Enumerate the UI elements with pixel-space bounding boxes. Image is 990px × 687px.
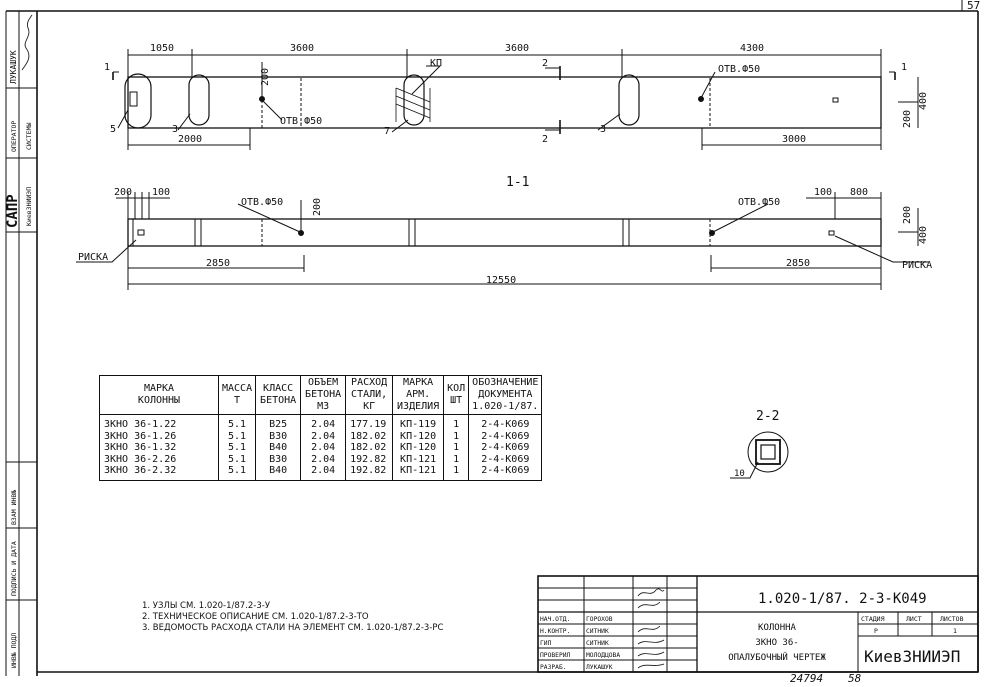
- stage-header: СТАДИЯ: [861, 615, 885, 623]
- cell-arm: КП-121: [393, 454, 444, 466]
- section-2-2-label: 2-2: [756, 409, 780, 424]
- plan-cut-1-right: 1: [901, 62, 908, 73]
- plan-dim-3600-b: 3600: [505, 43, 530, 54]
- cell-klass: В40: [256, 465, 301, 480]
- side-signature: [22, 15, 32, 70]
- side-org-sub: КиевЗНИИЭП: [25, 186, 33, 226]
- notes: [142, 601, 443, 634]
- plan-dim-200-b: 200: [902, 109, 913, 128]
- name-razrab: ЛУКАШУК: [586, 664, 613, 671]
- header-line: КЛАСС: [263, 383, 294, 394]
- side-org: САПР: [5, 194, 21, 228]
- plan-dim-texts: [104, 43, 929, 145]
- organization-name: КиевЗНИИЭП: [864, 647, 961, 666]
- s11-dim-800: 800: [850, 187, 869, 198]
- header-line: ИЗДЕЛИЯ: [397, 401, 440, 412]
- header-line: КГ: [363, 401, 376, 412]
- plan-cut-1-left: 1: [104, 62, 111, 73]
- s11-riska-right: РИСКА: [902, 260, 933, 271]
- header-line: БЕТОНА: [305, 389, 342, 400]
- cell-rashod: 177.19: [346, 415, 393, 431]
- s11-hole-label-a: ОТВ.Ф50: [241, 197, 284, 208]
- header-line: МАССА: [222, 383, 253, 394]
- side-vzam: ВЗАМ ИНВ№: [10, 489, 18, 525]
- role-proveril: ПРОВЕРИЛ: [540, 652, 571, 659]
- spec-table: [99, 375, 542, 481]
- s11-dim-100-b: 100: [814, 187, 833, 198]
- plan-callout-7: 7: [384, 126, 391, 137]
- s11-dim-400-v: 400: [918, 225, 929, 244]
- s11-dim-2850-b: 2850: [786, 258, 811, 269]
- cell-klass: В30: [256, 454, 301, 466]
- cell-doc: 2-4-К069: [469, 442, 542, 454]
- plan-cut-2-top: 2: [542, 58, 549, 69]
- name-line-2: 3КНО 36-: [755, 638, 799, 648]
- cell-marka: 3КНО 36-2.32: [100, 465, 219, 480]
- role-n-kontr: Н.КОНТР.: [540, 628, 571, 635]
- s11-dim-200: 200: [114, 187, 133, 198]
- header-massa: [219, 376, 256, 415]
- plan-dim-200-a: 200: [260, 67, 271, 86]
- header-rashod: [346, 376, 393, 415]
- cell-kol: 1: [444, 454, 469, 466]
- cell-kol: 1: [444, 465, 469, 480]
- cell-obem: 2.04: [301, 415, 346, 431]
- side-sign-date: ПОДПИСЬ И ДАТА: [10, 541, 18, 596]
- cell-massa: 5.1: [219, 454, 256, 466]
- table-row: [100, 465, 542, 480]
- plan-dim-4300: 4300: [740, 43, 765, 54]
- table-row: [100, 431, 542, 443]
- cell-arm: КП-119: [393, 415, 444, 431]
- header-oboznachenie: [469, 376, 542, 415]
- cell-obem: 2.04: [301, 454, 346, 466]
- header-line: ДОКУМЕНТА: [478, 389, 533, 400]
- name-nach-otd: ГОРОХОВ: [586, 616, 613, 623]
- footer-number-2: 58: [848, 672, 862, 683]
- side-author: ЛУКАШУК: [9, 50, 18, 84]
- plan-hole-label-b: ОТВ.Ф50: [718, 64, 761, 75]
- sheets-header: ЛИСТОВ: [940, 615, 964, 623]
- cell-rashod: 182.02: [346, 442, 393, 454]
- sheet-header: ЛИСТ: [906, 615, 922, 623]
- cell-marka: 3КНО 36-1.32: [100, 442, 219, 454]
- document-code: 1.020-1/87. 2-3-К049: [758, 591, 927, 607]
- plan-dim-1050: 1050: [150, 43, 175, 54]
- cell-arm: КП-121: [393, 465, 444, 480]
- name-proveril: МОЛОДЦОВА: [586, 652, 621, 659]
- s11-riska-left: РИСКА: [78, 252, 109, 263]
- header-line: ОБОЗНАЧЕНИЕ: [472, 377, 539, 388]
- s11-dim-100-a: 100: [152, 187, 171, 198]
- role-gip: ГИП: [540, 640, 552, 647]
- cell-massa: 5.1: [219, 415, 256, 431]
- plan-kp-label: КП: [430, 58, 443, 69]
- plan-dim-3000: 3000: [782, 134, 807, 145]
- plan-dim-400: 400: [918, 91, 929, 110]
- side-inv-podl: ИНВ№ ПОДЛ: [10, 632, 18, 668]
- side-system: СИСТЕМЫ: [25, 122, 33, 150]
- plan-dim-2000: 2000: [178, 134, 203, 145]
- header-line: ОБЪЕМ: [308, 377, 339, 388]
- header-obem: [301, 376, 346, 415]
- cell-marka: 3КНО 36-1.22: [100, 415, 219, 431]
- name-line-3: ОПАЛУБОЧНЫЙ ЧЕРТЕЖ: [728, 653, 826, 663]
- sheets-value: 1: [953, 627, 957, 635]
- cell-marka: 3КНО 36-2.26: [100, 454, 219, 466]
- s11-dim-200-v2: 200: [902, 205, 913, 224]
- role-nach-otd: НАЧ.ОТД.: [540, 616, 571, 623]
- footer-number-1: 24794: [790, 672, 824, 683]
- cell-kol: 1: [444, 431, 469, 443]
- page-number: 57: [967, 0, 981, 12]
- header-line: БЕТОНА: [260, 395, 297, 406]
- note-1: 1. УЗЛЫ СМ. 1.020-1/87.2-3-У: [142, 601, 271, 611]
- header-line: МАРКА: [143, 383, 175, 394]
- header-klass: [256, 376, 301, 415]
- cell-arm: КП-120: [393, 442, 444, 454]
- header-kol: [444, 376, 469, 415]
- name-gip: СИТНИК: [586, 640, 609, 647]
- cell-massa: 5.1: [219, 431, 256, 443]
- header-line: Т: [234, 395, 241, 406]
- header-marka: [100, 376, 219, 415]
- cell-obem: 2.04: [301, 442, 346, 454]
- note-2: 2. ТЕХНИЧЕСКОЕ ОПИСАНИЕ СМ. 1.020-1/87.2-3-ТО: [142, 612, 369, 622]
- cell-marka: 3КНО 36-1.26: [100, 431, 219, 443]
- cell-klass: В25: [256, 415, 301, 431]
- plan-cut-2-bottom: 2: [542, 134, 549, 145]
- name-line-1: КОЛОННА: [758, 623, 796, 633]
- cell-klass: В40: [256, 442, 301, 454]
- header-line: АРМ.: [406, 389, 431, 400]
- header-line: 1.020-1/87.: [472, 401, 539, 412]
- table-row: [100, 454, 542, 466]
- cell-arm: КП-120: [393, 431, 444, 443]
- section-1-1-texts: [78, 187, 932, 286]
- header-line: ШТ: [450, 395, 463, 406]
- s11-hole-label-b: ОТВ.Ф50: [738, 197, 781, 208]
- sheet-frame: [6, 0, 981, 676]
- cell-doc: 2-4-К069: [469, 465, 542, 480]
- header-line: СТАЛИ,: [351, 389, 388, 400]
- cell-rashod: 182.02: [346, 431, 393, 443]
- plan-hole-label-a: ОТВ.Ф50: [280, 116, 323, 127]
- side-operator: ОПЕРАТОР: [10, 120, 18, 152]
- cell-obem: 2.04: [301, 465, 346, 480]
- cell-obem: 2.04: [301, 431, 346, 443]
- plan-callout-3b: 3: [600, 124, 607, 135]
- cell-massa: 5.1: [219, 465, 256, 480]
- name-n-kontr: СИТНИК: [586, 628, 609, 635]
- table-row: [100, 442, 542, 454]
- header-line: КОЛ: [447, 383, 466, 394]
- cell-kol: 1: [444, 415, 469, 431]
- cell-rashod: 192.82: [346, 454, 393, 466]
- cell-klass: В30: [256, 431, 301, 443]
- spec-header-row: [100, 376, 542, 415]
- header-line: КОЛОННЫ: [137, 395, 181, 406]
- header-line: М3: [317, 401, 330, 412]
- plan-callout-5: 5: [110, 124, 117, 135]
- header-arm: [393, 376, 444, 415]
- title-block-name: [728, 623, 826, 663]
- header-line: МАРКА: [403, 377, 434, 388]
- s11-dim-200-v: 200: [312, 197, 323, 216]
- cell-kol: 1: [444, 442, 469, 454]
- stage-value: Р: [874, 627, 878, 635]
- plan-dim-3600-a: 3600: [290, 43, 315, 54]
- table-row: [100, 415, 542, 431]
- note-3: 3. ВЕДОМОСТЬ РАСХОДА СТАЛИ НА ЭЛЕМЕНТ СМ. 1.020-1/87.2-3-РС: [142, 623, 444, 633]
- role-razrab: РАЗРАБ.: [540, 664, 567, 671]
- cell-doc: 2-4-К069: [469, 415, 542, 431]
- header-line: РАСХОД: [351, 377, 388, 388]
- section-2-2-callout: 10: [734, 469, 745, 479]
- plan-callout-3a: 3: [172, 124, 179, 135]
- cell-doc: 2-4-К069: [469, 431, 542, 443]
- cell-massa: 5.1: [219, 442, 256, 454]
- cell-doc: 2-4-К069: [469, 454, 542, 466]
- cell-rashod: 192.82: [346, 465, 393, 480]
- s11-dim-2850-a: 2850: [206, 258, 231, 269]
- s11-dim-total: 12550: [486, 275, 517, 286]
- section-1-1-label: 1-1: [506, 175, 530, 190]
- title-block-stage: [861, 615, 964, 635]
